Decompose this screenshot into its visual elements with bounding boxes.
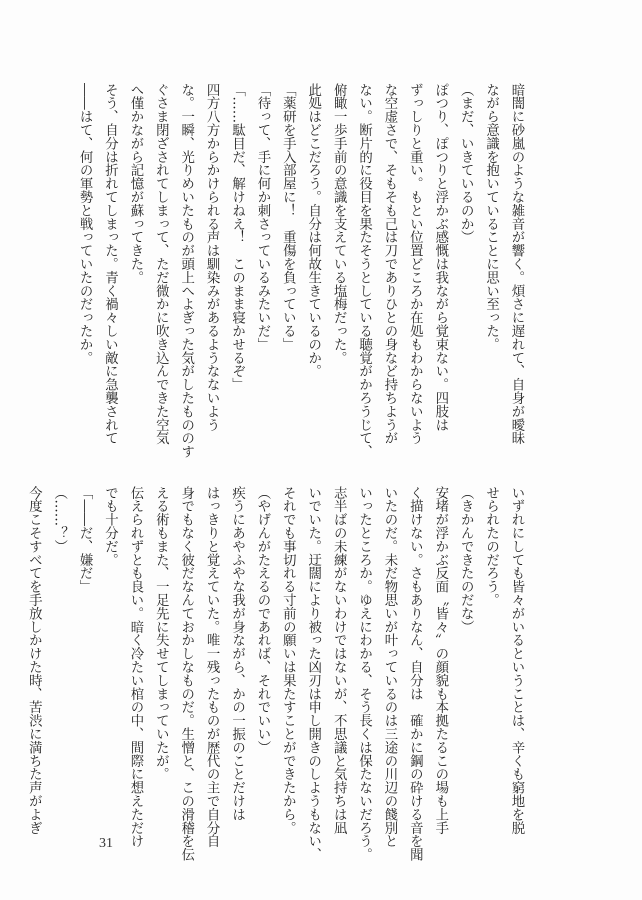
text-line: せられたのだろう。: [483, 486, 499, 607]
text-line: 「……駄目だ、解けねえ！ このまま寝かせるぞ」: [229, 83, 245, 392]
text-line: 俯瞰一歩手前の意識を支えている塩梅だった。: [331, 83, 347, 365]
text-line: 今度こそすべてを手放しかけた時、苦渋に満ちた声がよぎ: [26, 486, 42, 835]
text-line: 「薬研を手入部屋に！ 重傷を負っている」: [280, 83, 296, 351]
text-line: な空虚さで、そもそも己は刀でありひとの身など持ちようが: [381, 83, 397, 445]
text-line: へ僅かながら記憶が蘇ってきた。: [127, 83, 143, 284]
page-number: 31: [99, 836, 113, 851]
text-line: いたのだ。未だ物思いが叶っているのは三途の川辺の餞別と: [381, 486, 397, 848]
text-line: ぐさま閉ざされてしまって、ただ微かに吹き込んできた空気: [153, 83, 169, 445]
text-line: 此処はどこだろう。自分は何故生きているのか。: [305, 83, 321, 378]
text-line: 「待って、手に何か刺さっているみたいだ」: [254, 83, 270, 351]
text-line: （……？）: [51, 486, 67, 553]
text-line: はっきりと覚えていた。唯一残ったものが歴代の主で自分自: [204, 486, 220, 848]
text-line: ながら意識を抱いていることに思い至った。: [483, 83, 499, 351]
text-line: 疾うにあやふやな我が身ながら、かの一振のことだけは: [229, 486, 245, 821]
text-line: ずっしりと重い。もとい位置どころか在処もわからないよう: [407, 83, 423, 445]
text-line: （まだ、いきているのか）: [458, 83, 474, 244]
text-line: く描けない。さもありなん、自分は 確かに鋼の砕ける音を聞: [407, 486, 423, 862]
text-line: いでいた。迂闊により被った凶刃は申し開きのしようもない、: [305, 486, 321, 862]
text-line: 安堵が浮かぶ反面〝皆々〟の顔貌も本拠たるこの場も上手: [432, 486, 448, 835]
text-line: ぽつり、ぽつりと浮かぶ感慨は我ながら覚束ない。四肢は: [432, 83, 448, 432]
text-line: 身でもなく彼だなんておかしなものだ。生憎と、この滑稽を伝: [178, 486, 194, 862]
text-line: 志半ばの未練がないわけではないが、不思議と気持ちは凪: [331, 486, 347, 835]
text-line: そう、自分は折れてしまった。青く禍々しい敵に急襲されて: [102, 83, 118, 445]
text-line: いったところか。ゆえにわかる、そう長くは保たないだろう。: [356, 486, 372, 862]
text-line: 伝えられずとも良い。暗く冷たい棺の中、間際に想えただけ: [127, 486, 143, 848]
text-line: ――はて、何の軍勢と戦っていたのだったか。: [77, 83, 93, 365]
text-line: でも十分だ。: [102, 486, 118, 567]
text-line: いずれにしても皆々がいるということは、辛くも窮地を脱: [509, 486, 524, 835]
text-line: える術もまた、一足先に失せてしまっていたが。: [153, 486, 169, 781]
text-line: （きかんできたのだな）: [458, 486, 474, 634]
text-line: 暗闇に砂嵐のような雑音が響く。煩さに遅れて、自身が曖昧: [509, 83, 524, 445]
upper-text-block: [77, 83, 529, 459]
text-line: それでも事切れる寸前の願いは果たすことができたから。: [280, 486, 296, 835]
text-line: 「――だ、嫌だ」: [77, 486, 93, 594]
text-line: ない。断片的に役目を果たそうとしている聴覚がかろうじて、: [356, 83, 372, 459]
text-line: 四方八方からかけられる声は馴染みがあるようなないよう: [204, 83, 220, 432]
text-line: な。一瞬、光りめいたものが頭上へよぎった気がしたもののす: [178, 83, 194, 459]
text-line: （やげんがたえるのであれば、それでいい）: [254, 486, 270, 754]
